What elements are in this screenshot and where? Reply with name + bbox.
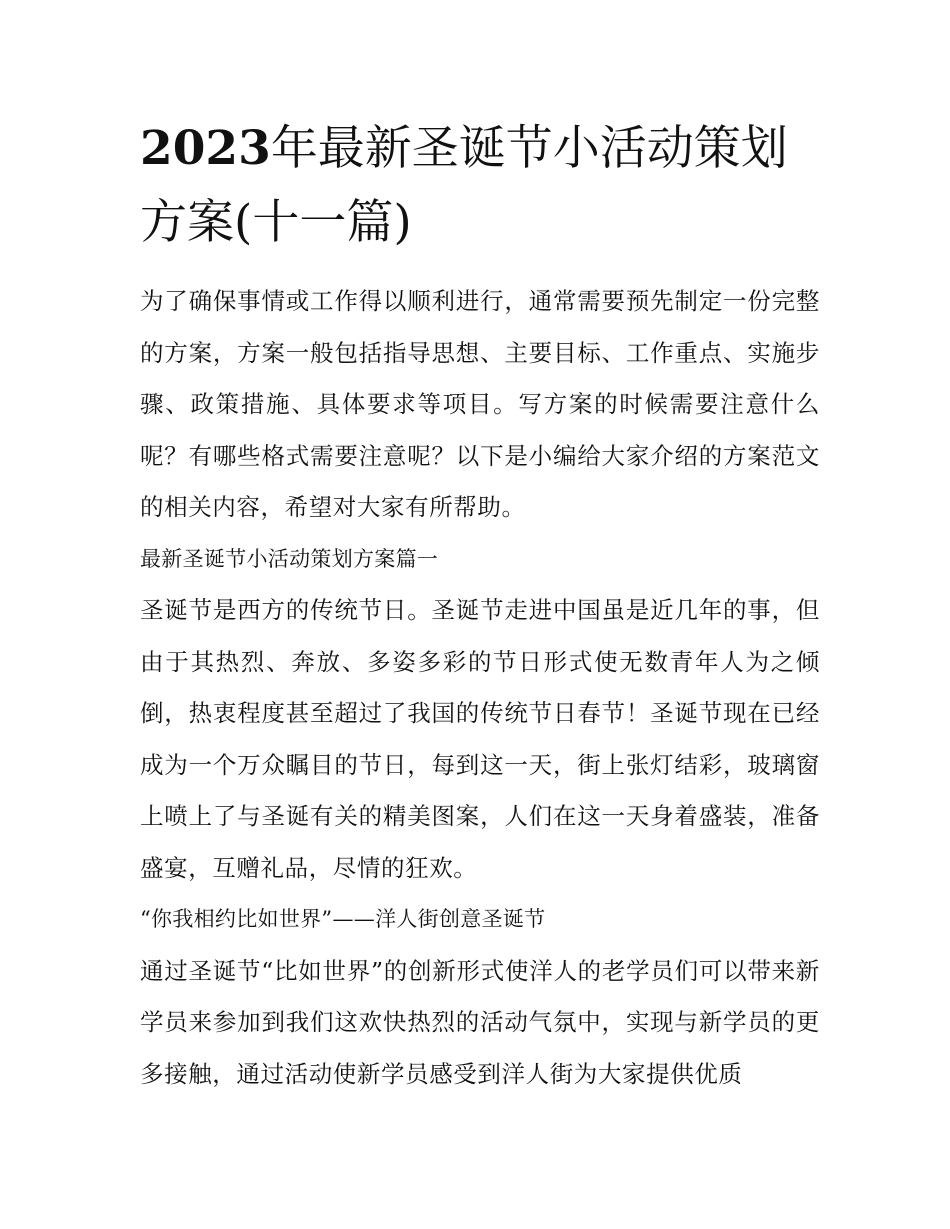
section-paragraph-2: 通过圣诞节“比如世界”的创新形式使洋人的老学员们可以带来新学员来参加到我们这欢快热烈的活动气氛中，实现与新学员的更多接触，通过活动使新学员感受到洋人街为大家提供优质 xyxy=(140,956,820,1088)
section-heading: 最新圣诞节小活动策划方案篇一 xyxy=(140,546,439,571)
section-paragraph: 圣诞节是西方的传统节日。圣诞节走进中国虽是近几年的事，但由于其热烈、奔放、多姿多彩的节日形式使无数青年人为之倾倒，热衷程度甚至超过了我国的传统节日春节！圣诞节现在已经成为一个万众瞩目的节日，每到这一天，街上张灯结彩，玻璃窗上喷上了与圣诞有关的精美图案，人们在这一天身着盛装，准备盛宴，互赠礼品，尽情的狂欢。 xyxy=(140,596,820,882)
intro-paragraph: 为了确保事情或工作得以顺利进行，通常需要预先制定一份完整的方案，方案一般包括指导思想、主要目标、工作重点、实施步骤、政策措施、具体要求等项目。写方案的时候需要注意什么呢？有哪些格式需要注意呢？以下是小编给大家介绍的方案范文的相关内容，希望对大家有所帮助。 xyxy=(140,287,820,521)
document-title xyxy=(140,112,820,260)
title-text: 年最新圣诞节小活动策划方案(十一篇) xyxy=(140,121,788,250)
document-body xyxy=(140,276,820,1100)
title-year: 2023 xyxy=(140,121,271,176)
subheading: “你我相约比如世界”——洋人街创意圣诞节 xyxy=(140,907,546,931)
